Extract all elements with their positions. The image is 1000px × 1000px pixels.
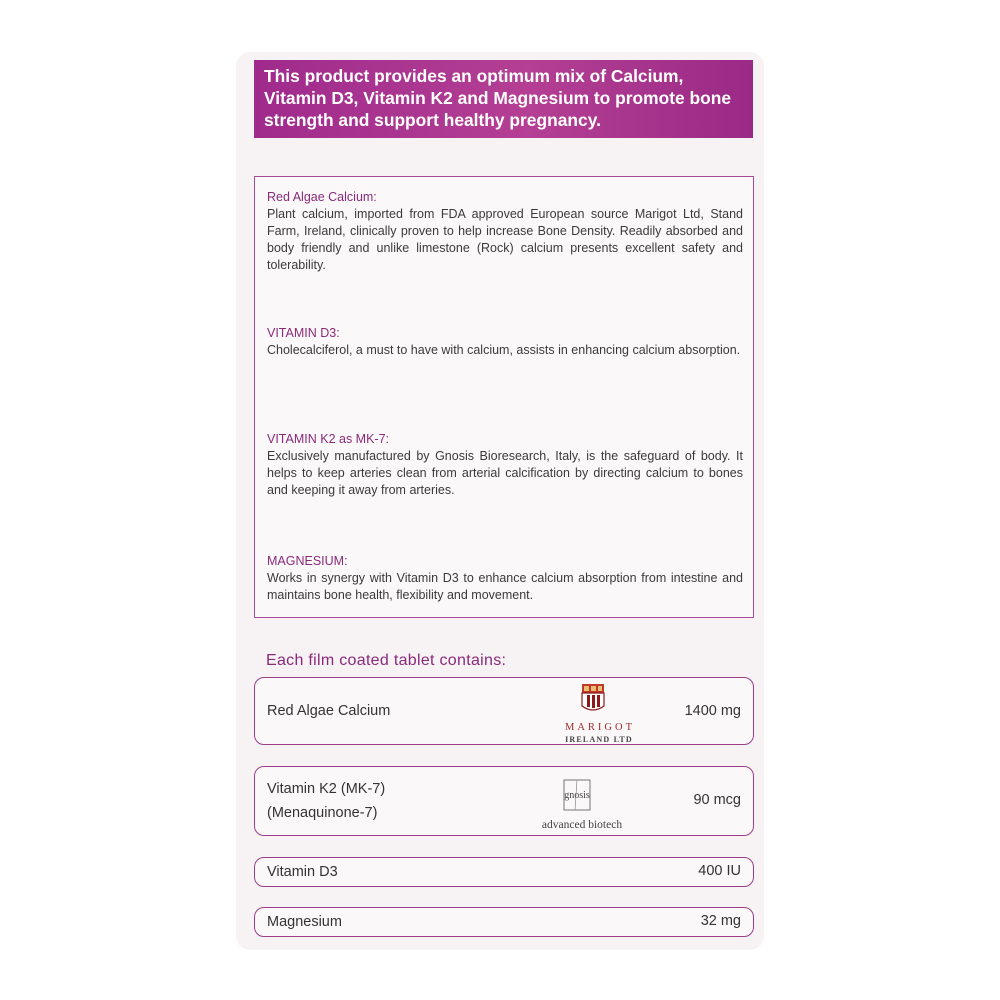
ingredient-name: Magnesium bbox=[267, 914, 342, 930]
gnosis-logo bbox=[537, 775, 627, 833]
marigot-crest-icon bbox=[551, 684, 651, 744]
ingredient-row-vitamin-d3 bbox=[254, 857, 754, 887]
ingredient-amount: 90 mcg bbox=[693, 792, 741, 808]
contains-title: Each film coated tablet contains: bbox=[266, 652, 507, 669]
marigot-subtitle: IRELAND LTD bbox=[565, 735, 633, 744]
gnosis-wordmark: gnosis bbox=[564, 790, 590, 801]
ingredient-row-magnesium bbox=[254, 907, 754, 937]
ingredient-amount: 1400 mg bbox=[684, 703, 741, 719]
product-summary-banner: This product provides an optimum mix of Calcium, Vitamin D3, Vitamin K2 and Magnesium to promote bone strength and support healthy pregnancy. bbox=[254, 60, 753, 138]
section-heading: MAGNESIUM: bbox=[267, 554, 348, 568]
section-vitamin-k2 bbox=[267, 431, 743, 499]
ingredient-name-line2: (Menaquinone-7) bbox=[267, 805, 378, 821]
section-body: Cholecalciferol, a must to have with calcium, assists in enhancing calcium absorption. bbox=[267, 343, 741, 357]
marigot-logo bbox=[551, 684, 651, 744]
ingredient-amount: 32 mg bbox=[700, 913, 741, 929]
section-body: Exclusively manufactured by Gnosis Bioresearch, Italy, is the safeguard of body. It helps to keep arteries clean from arterial calcification by directing calcium to bones and keeping it away from arteries. bbox=[267, 449, 743, 497]
ingredient-row-vitamin-k2 bbox=[254, 766, 754, 836]
ingredient-row-red-algae-calcium bbox=[254, 677, 754, 745]
ingredient-name: Vitamin D3 bbox=[267, 864, 338, 880]
ingredient-name-line1: Vitamin K2 (MK-7) bbox=[267, 781, 386, 797]
gnosis-mark-icon bbox=[537, 775, 627, 833]
marigot-wordmark: MARIGOT bbox=[565, 722, 635, 733]
ingredient-name: Red Algae Calcium bbox=[267, 703, 391, 719]
section-heading: VITAMIN K2 as MK-7: bbox=[267, 432, 390, 446]
gnosis-tagline: advanced biotech bbox=[541, 819, 623, 831]
ingredient-info-box bbox=[254, 176, 754, 618]
section-body: Plant calcium, imported from FDA approved European source Marigot Ltd, Stand Farm, Ireland, clinically proven to help increase Bone Density. Readily absorbed and body friendly and unlike limestone (Rock) calcium presents excellent safety and tolerability. bbox=[267, 207, 743, 272]
section-heading: Red Algae Calcium: bbox=[267, 190, 377, 204]
section-magnesium bbox=[267, 553, 743, 604]
section-body: Works in synergy with Vitamin D3 to enhance calcium absorption from intestine and maintains bone health, flexibility and movement. bbox=[267, 571, 743, 602]
section-vitamin-d3 bbox=[267, 325, 743, 359]
ingredient-amount: 400 IU bbox=[698, 863, 741, 879]
section-red-algae-calcium bbox=[267, 189, 743, 274]
section-heading: VITAMIN D3: bbox=[267, 326, 340, 340]
